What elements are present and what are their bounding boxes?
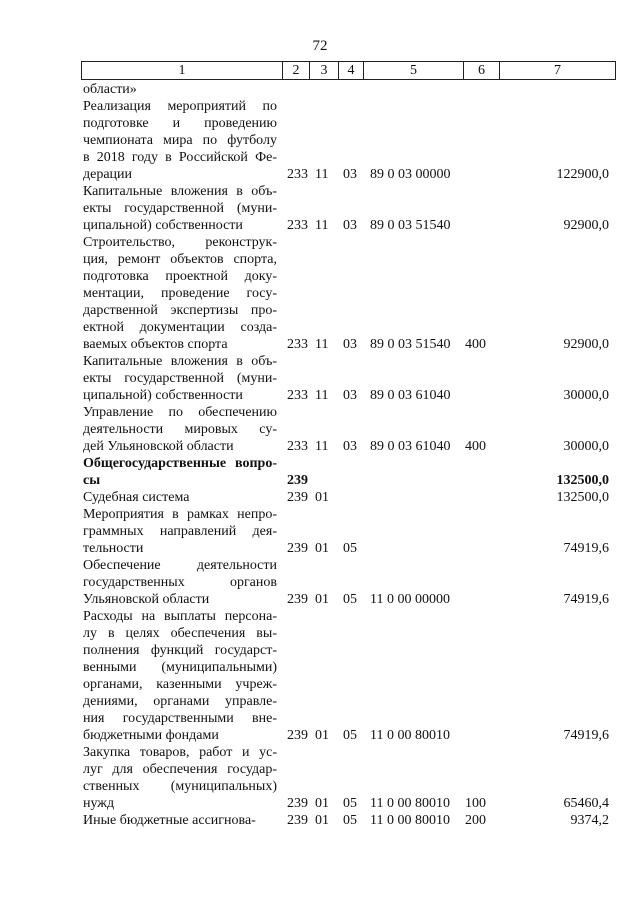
header-col-6: 6 <box>464 62 500 79</box>
row-name-line: ципальной) собственности <box>83 388 243 403</box>
row-name-line: екты государственной (муни- <box>83 201 277 216</box>
row-name-line: екты государственной (муни- <box>83 371 277 386</box>
row-cell-c4: 03 <box>343 218 357 233</box>
row-name-line: ментации, проведение госу- <box>83 286 277 301</box>
row-name-line: области» <box>83 82 137 97</box>
row-cell-c7: 30000,0 <box>563 388 609 403</box>
row-cell-c3: 01 <box>315 490 329 505</box>
row-name-line: венными (муниципальными) <box>83 660 277 675</box>
row-name <box>83 812 277 829</box>
row-cell-c2: 233 <box>287 388 308 403</box>
row-cell-c4: 03 <box>343 337 357 352</box>
row-name-line: граммных направлений дея- <box>83 524 277 539</box>
row-cell-c5: 11 0 00 00000 <box>370 592 450 607</box>
table-row <box>0 98 640 183</box>
row-cell-c3: 11 <box>315 337 329 352</box>
header-col-7: 7 <box>554 63 561 78</box>
row-cell-c7: 74919,6 <box>563 728 609 743</box>
row-cell-c5: 89 0 03 61040 <box>370 439 451 454</box>
row-cell-c2: 233 <box>287 439 308 454</box>
row-cell-c7: 132500,0 <box>556 490 609 505</box>
row-cell-c7: 74919,6 <box>563 592 609 607</box>
header-col-5: 5 <box>364 62 464 79</box>
row-name-line: ственных (муниципальных) <box>83 779 277 794</box>
row-cell-c5: 11 0 00 80010 <box>370 796 450 811</box>
row-name-line: ектной документации созда- <box>83 320 277 335</box>
row-cell-c6: 400 <box>465 439 486 454</box>
row-cell-c2: 239 <box>287 541 308 556</box>
table-row <box>0 744 640 812</box>
row-name-line: Капитальные вложения в объ- <box>83 184 277 199</box>
row-cell-c7: 92900,0 <box>563 218 609 233</box>
row-name <box>83 353 277 404</box>
table-row <box>0 183 640 234</box>
row-cell-c3: 01 <box>315 813 329 828</box>
row-name <box>83 557 277 608</box>
row-name <box>83 744 277 812</box>
header-col-4: 4 <box>339 62 364 79</box>
table-row <box>0 404 640 455</box>
row-name-line: в 2018 году в Российской Фе- <box>83 150 277 165</box>
table-row <box>0 557 640 608</box>
row-cell-c5: 89 0 03 51540 <box>370 218 451 233</box>
row-cell-c2: 239 <box>287 473 308 488</box>
row-name-line: сы <box>83 473 101 488</box>
row-cell-c3: 11 <box>315 439 329 454</box>
row-cell-c4: 03 <box>343 167 357 182</box>
row-name-line: дей Ульяновской области <box>83 439 234 454</box>
table-header <box>81 61 616 80</box>
row-name-line: Строительство, реконструк- <box>83 235 277 250</box>
row-name-line: Обеспечение деятельности <box>83 558 277 573</box>
row-name-line: Капитальные вложения в объ- <box>83 354 277 369</box>
row-name-line: дерации <box>83 167 133 182</box>
row-name-line: тельности <box>83 541 144 556</box>
row-cell-c5: 89 0 03 00000 <box>370 167 451 182</box>
row-cell-c4: 05 <box>343 592 357 607</box>
row-cell-c2: 239 <box>287 728 308 743</box>
row-name-line: Мероприятия в рамках непро- <box>83 507 277 522</box>
row-name-line: Закупка товаров, работ и ус- <box>83 745 277 760</box>
row-name-line: ваемых объектов спорта <box>83 337 228 352</box>
row-cell-c4: 05 <box>343 813 357 828</box>
row-cell-c4: 03 <box>343 439 357 454</box>
row-cell-c3: 01 <box>315 541 329 556</box>
row-name-line: Расходы на выплаты персона- <box>83 609 277 624</box>
row-name-line: ния государственными вне- <box>83 711 277 726</box>
row-cell-c7: 92900,0 <box>563 337 609 352</box>
row-name-line: подготовке и проведению <box>83 116 277 131</box>
row-name <box>83 81 277 98</box>
row-cell-c7: 30000,0 <box>563 439 609 454</box>
row-name-line: ципальной) собственности <box>83 218 243 233</box>
table-row <box>0 608 640 744</box>
row-cell-c3: 11 <box>315 388 329 403</box>
row-cell-c2: 239 <box>287 592 308 607</box>
row-name <box>83 98 277 183</box>
row-name-line: Общегосударственные вопро- <box>83 456 277 471</box>
row-name-line: Ульяновской области <box>83 592 210 607</box>
row-cell-c6: 200 <box>465 813 486 828</box>
row-name-line: Судебная система <box>83 490 190 505</box>
row-cell-c2: 233 <box>287 218 308 233</box>
header-col-2: 2 <box>283 62 310 79</box>
row-name-line: чемпионата мира по футболу <box>83 133 277 148</box>
row-name-line: полнения функций государст- <box>83 643 277 658</box>
row-cell-c5: 11 0 00 80010 <box>370 728 450 743</box>
header-col-3: 3 <box>310 62 339 79</box>
row-name-line: Иные бюджетные ассигнова- <box>83 813 256 828</box>
row-cell-c7: 9374,2 <box>570 813 609 828</box>
row-name-line: подготовка проектной доку- <box>83 269 277 284</box>
row-cell-c7: 132500,0 <box>556 473 609 488</box>
row-cell-c2: 233 <box>287 337 308 352</box>
row-cell-c5: 11 0 00 80010 <box>370 813 450 828</box>
table-row <box>0 455 640 489</box>
table-row <box>0 812 640 829</box>
row-name <box>83 489 277 506</box>
row-name-line: лу в целях обеспечения вы- <box>83 626 277 641</box>
header-col-1: 1 <box>82 62 283 79</box>
row-name <box>83 506 277 557</box>
page-number: 72 <box>312 38 328 54</box>
row-cell-c4: 05 <box>343 728 357 743</box>
row-name-line: нужд <box>83 796 115 811</box>
row-cell-c3: 01 <box>315 728 329 743</box>
row-name <box>83 608 277 744</box>
row-cell-c6: 400 <box>465 337 486 352</box>
row-name-line: Управление по обеспечению <box>83 405 277 420</box>
row-cell-c5: 89 0 03 61040 <box>370 388 451 403</box>
row-name-line: луг для обеспечения государ- <box>83 762 277 777</box>
table-row <box>0 81 640 98</box>
row-name-line: дениями, органами управле- <box>83 694 277 709</box>
row-name-line: органами, казенными учреж- <box>83 677 277 692</box>
table-row <box>0 353 640 404</box>
row-name <box>83 234 277 353</box>
row-cell-c3: 11 <box>315 218 329 233</box>
row-cell-c4: 05 <box>343 796 357 811</box>
row-name <box>83 455 277 489</box>
row-name <box>83 183 277 234</box>
row-name-line: государственных органов <box>83 575 277 590</box>
table-row <box>0 506 640 557</box>
row-cell-c4: 03 <box>343 388 357 403</box>
row-cell-c3: 11 <box>315 167 329 182</box>
row-name-line: дарственной экспертизы про- <box>83 303 277 318</box>
row-cell-c2: 239 <box>287 796 308 811</box>
row-cell-c5: 89 0 03 51540 <box>370 337 451 352</box>
row-name-line: Реализация мероприятий по <box>83 99 277 114</box>
table-row <box>0 489 640 506</box>
row-cell-c2: 233 <box>287 167 308 182</box>
row-name-line: ция, ремонт объектов спорта, <box>83 252 277 267</box>
table-row <box>0 234 640 353</box>
row-cell-c3: 01 <box>315 592 329 607</box>
row-cell-c7: 122900,0 <box>556 167 609 182</box>
row-name-line: деятельности мировых су- <box>83 422 277 437</box>
row-cell-c2: 239 <box>287 813 308 828</box>
row-name-line: бюджетными фондами <box>83 728 219 743</box>
row-cell-c7: 74919,6 <box>563 541 609 556</box>
budget-table-body <box>0 81 640 829</box>
row-cell-c2: 239 <box>287 490 308 505</box>
row-cell-c3: 01 <box>315 796 329 811</box>
row-cell-c6: 100 <box>465 796 486 811</box>
row-name <box>83 404 277 455</box>
row-cell-c7: 65460,4 <box>563 796 609 811</box>
row-cell-c4: 05 <box>343 541 357 556</box>
